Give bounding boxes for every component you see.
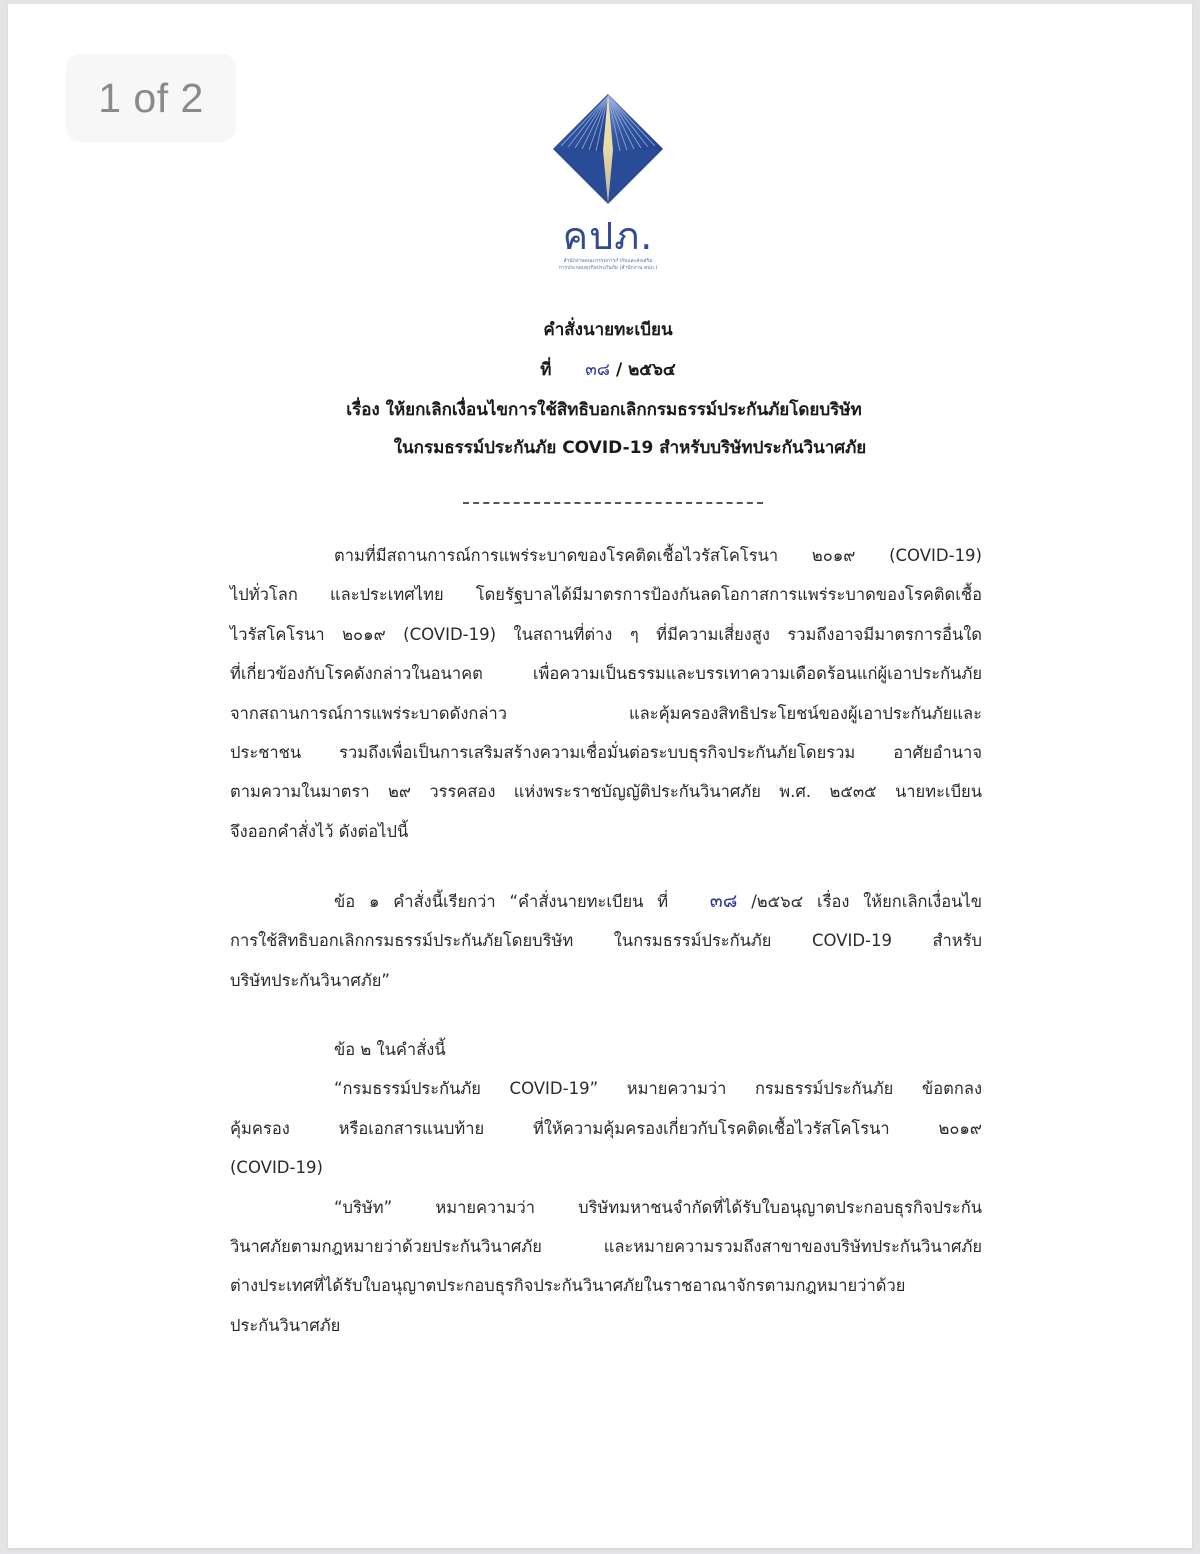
clause-2-heading: ข้อ ๒ ในคำสั่งนี้ — [334, 1040, 446, 1059]
clause-1-paragraph: ข้อ ๑ คำสั่งนี้เรียกว่า “คำสั่งนายทะเบียน ที่ ๓๘ /๒๕๖๔ เรื่อง ให้ยกเลิกเงื่อนไข การใช้สิทธิบอกเลิกกรมธรรม์ประกันภัยโดยบริษัท ในกรมธรรม์ประกันภัย COVID-19 สำหรับ บริษัทประกันวินาศภัย” — [230, 890, 983, 990]
document-title: คำสั่งนายทะเบียน — [543, 320, 673, 340]
subject-line-1: เรื่อง ให้ยกเลิกเงื่อนไขการใช้สิทธิบอกเลิกกรมธรรม์ประกันภัยโดยบริษัท — [346, 400, 862, 420]
order-number-value: ๓๘ — [585, 360, 611, 380]
clause-2-paragraph: ข้อ ๒ ในคำสั่งนี้ “กรมธรรม์ประกันภัย COVID-19” หมายความว่า กรมธรรม์ประกันภัย ข้อตกลง คุ้มครอง หรือเอกสารแนบท้าย ที่ให้ความคุ้มครองเกี่ยวกับโรคติดเชื้อไวรัสโคโรนา ๒๐๑๙ (COVID-19) “บริษัท” หมายความว่า บริษัทมหาชนจำกัดที่ได้รับใบอนุญาตประกอบธุรกิจประกัน วินาศภัยตามกฎหมายว่าด้วยประกันวินาศภัย และหมายความรวมถึงสาขาของบริษัทประกันวินาศภัย ต่างประเทศที่ได้รับใบอนุญาตประกอบธุรกิจประกันวินาศภัยในราชอาณาจักรตามกฎหมายว่าด้วย ประกันวินาศภัย — [230, 1030, 982, 1345]
page-counter-text: 1 of 2 — [98, 74, 204, 121]
oic-diamond-logo-icon — [551, 92, 665, 206]
document-page — [8, 4, 1192, 1548]
subject-line-2: ในกรมธรรม์ประกันภัย COVID-19 สำหรับบริษัทประกันวินาศภัย — [393, 438, 867, 458]
logo-acronym: คปภ. — [562, 214, 654, 258]
page-counter-badge — [66, 54, 236, 142]
logo-caption: สำนักงานคณะกรรมการกำกับและส่งเสริม การประกอบธุรกิจประกันภัย (สำนักงาน คปภ.) — [558, 258, 658, 271]
order-number: ที่ ๓๘ / ๒๕๖๔ — [540, 360, 676, 380]
preamble-paragraph: ตามที่มีสถานการณ์การแพร่ระบาดของโรคติดเชื้อไวรัสโคโรนา ๒๐๑๙ (COVID-19) ไปทั่วโลก และประเทศไทย โดยรัฐบาลได้มีมาตรการป้องกันลดโอกาสการแพร่ระบาดของโรคติดเชื้อ ไวรัสโคโรนา ๒๐๑๙ (COVID-19) ในสถานที่ต่าง ๆ ที่มีความเสี่ยงสูง รวมถึงอาจมีมาตรการอื่นใด ที่เกี่ยวข้องกับโรคดังกล่าวในอนาคต เพื่อความเป็นธรรมและบรรเทาความเดือดร้อนแก่ผู้เอาประกันภัย จากสถานการณ์การแพร่ระบาดดังกล่าว และคุ้มครองสิทธิประโยชน์ของผู้เอาประกันภัยและ ประชาชน รวมถึงเพื่อเป็นการเสริมสร้างความเชื่อมั่นต่อระบบธุรกิจประกันภัยโดยรวม อาศัยอำนาจ ตามความในมาตรา ๒๙ วรรคสอง แห่งพระราชบัญญัติประกันวินาศภัย พ.ศ. ๒๕๓๕ นายทะเบียน จึงออกคำสั่งไว้ ดังต่อไปนี้ — [230, 546, 982, 841]
heading-divider — [463, 502, 763, 504]
clause-1-order-number: ๓๘ — [709, 890, 738, 912]
